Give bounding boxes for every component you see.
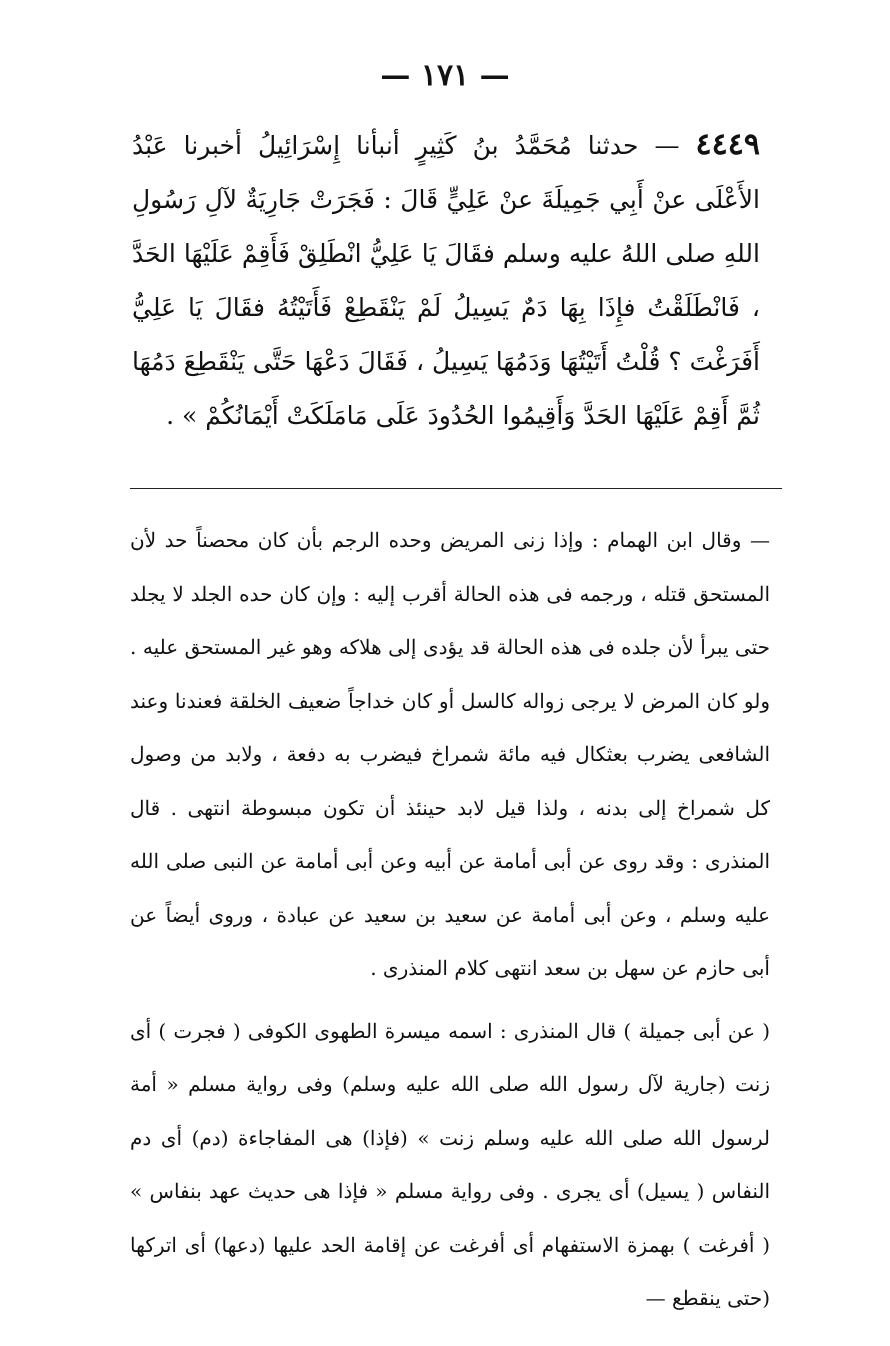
hadith-text: — حدثنا مُحَمَّدُ بنُ كَثِيرٍ أنبأنا إِسْرَائِيلُ أخبرنا عَبْدُ الأَعْلَى عنْ أَبِي جَمِيلَةَ عنْ عَلِيٍّ قَالَ : فَجَرَتْ جَارِيَةٌ لآلِ رَسُولِ اللهِ صلى اللهُ عليه وسلم فقَالَ يَا عَلِيُّ انْطَلِقْ فَأَقِمْ عَلَيْهَا الحَدَّ ، فَانْطَلَقْتُ فإِذَا بِهَا دَمٌ يَسِيلُ لَمْ يَنْقَطِعْ فَأَتَيْتُهُ فقَالَ يَا عَلِيُّ أَفَرَغْتَ ؟ قُلْتُ أَتَيْتُهَا وَدَمُهَا يَسِيلُ ، فَقَالَ دَعْهَا حَتَّى يَنْقَطِعَ دَمُهَا ثُمَّ أَقِمْ عَلَيْهَا الحَدَّ وَأَقِيمُوا الحُدُودَ عَلَى مَامَلَكَتْ أَيْمَانُكُمْ » . [132, 131, 760, 430]
commentary-block [130, 514, 770, 1326]
commentary-paragraph-1: — وقال ابن الهمام : وإذا زنى المريض وحده الرجم بأن كان محصناً حد لأن المستحق قتله ، ورجمه فى هذه الحالة أقرب إليه : وإن كان حده الجلد لا يجلد حتى يبرأ لأن جلده فى هذه الحالة قد يؤدى إلى هلاكه وهو غير المستحق عليه . ولو كان المرض لا يرجى زواله كالسل أو كان خداجاً ضعيف الخلقة فعندنا وعند الشافعى يضرب بعثكال فيه مائة شمراخ فيضرب به دفعة ، ولابد من وصول كل شمراخ إلى بدنه ، ولذا قيل لابد حينئذ أن تكون مبسوطة انتهى . قال المنذرى : وقد روى عن أبى أمامة عن أبيه وعن أبى أمامة عن النبى صلى الله عليه وسلم ، وعن أبى أمامة عن سعيد بن سعيد عن عبادة ، وروى أيضاً عن أبى حازم عن سهل بن سعد انتهى كلام المنذرى . [130, 528, 770, 980]
hadith-number: ٤٤٤٩ [695, 127, 760, 162]
page-number: — ١٧١ — [380, 58, 510, 93]
section-divider [130, 488, 782, 489]
commentary-paragraph-2: ( عن أبى جميلة ) قال المنذرى : اسمه ميسرة الطهوى الكوفى ( فجرت ) أى زنت (جارية لآل رسول الله صلى الله عليه وسلم) وفى رواية مسلم « أمة لرسول الله صلى الله عليه وسلم زنت » (فإذا) هى المفاجاءة (دم) أى دم النفاس ( يسيل) أى يجرى . وفى رواية مسلم « فإذا هى حديث عهد بنفاس » ( أفرغت ) بهمزة الاستفهام أى أفرغت عن إقامة الحد عليها (دعها) أى اتركها (حتى ينقطع — [130, 1018, 770, 1310]
hadith-text-block [132, 118, 760, 443]
